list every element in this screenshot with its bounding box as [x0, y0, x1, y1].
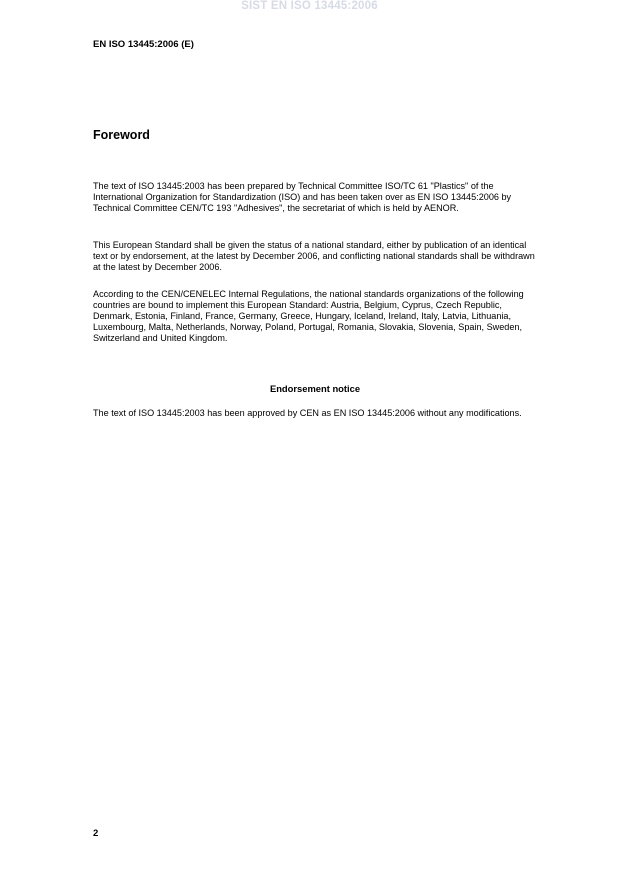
- foreword-paragraph-3: According to the CEN/CENELEC Internal Regulations, the national standards organizations of the following countries are bound to implement this European Standard: Austria, Belgium, Cyprus, Czech Republic, Denmark, Estonia, Finland, France, Germany, Greece, Hungary, Iceland, Ireland, Italy, Latvia, Lithuania, Luxembourg, Malta, Netherlands, Norway, Poland, Portugal, Romania, Slovakia, Slovenia, Spain, Sweden, Switzerland and United Kingdom.: [93, 289, 524, 343]
- endorsement-notice-heading: Endorsement notice: [269, 383, 361, 394]
- watermark: SIST EN ISO 13445:2006: [241, 0, 378, 12]
- foreword-heading: Foreword: [93, 128, 150, 142]
- foreword-paragraph-1: The text of ISO 13445:2003 has been prepared by Technical Committee ISO/TC 61 "Plastics" of the International Organization for Standardization (ISO) and has been taken over as EN ISO 13445:2006 by Technical Committee CEN/TC 193 "Adhesives", the secretariat of which is held by AENOR.: [93, 181, 512, 213]
- foreword-paragraph-2: This European Standard shall be given the status of a national standard, either by publication of an identical text or by endorsement, at the latest by December 2006, and conflicting national standards shall be withdrawn at the latest by December 2006.: [93, 240, 535, 272]
- endorsement-notice-text: The text of ISO 13445:2003 has been approved by CEN as EN ISO 13445:2006 without any modifications.: [93, 408, 522, 418]
- document-identifier: EN ISO 13445:2006 (E): [93, 39, 194, 50]
- page-number: 2: [93, 828, 99, 839]
